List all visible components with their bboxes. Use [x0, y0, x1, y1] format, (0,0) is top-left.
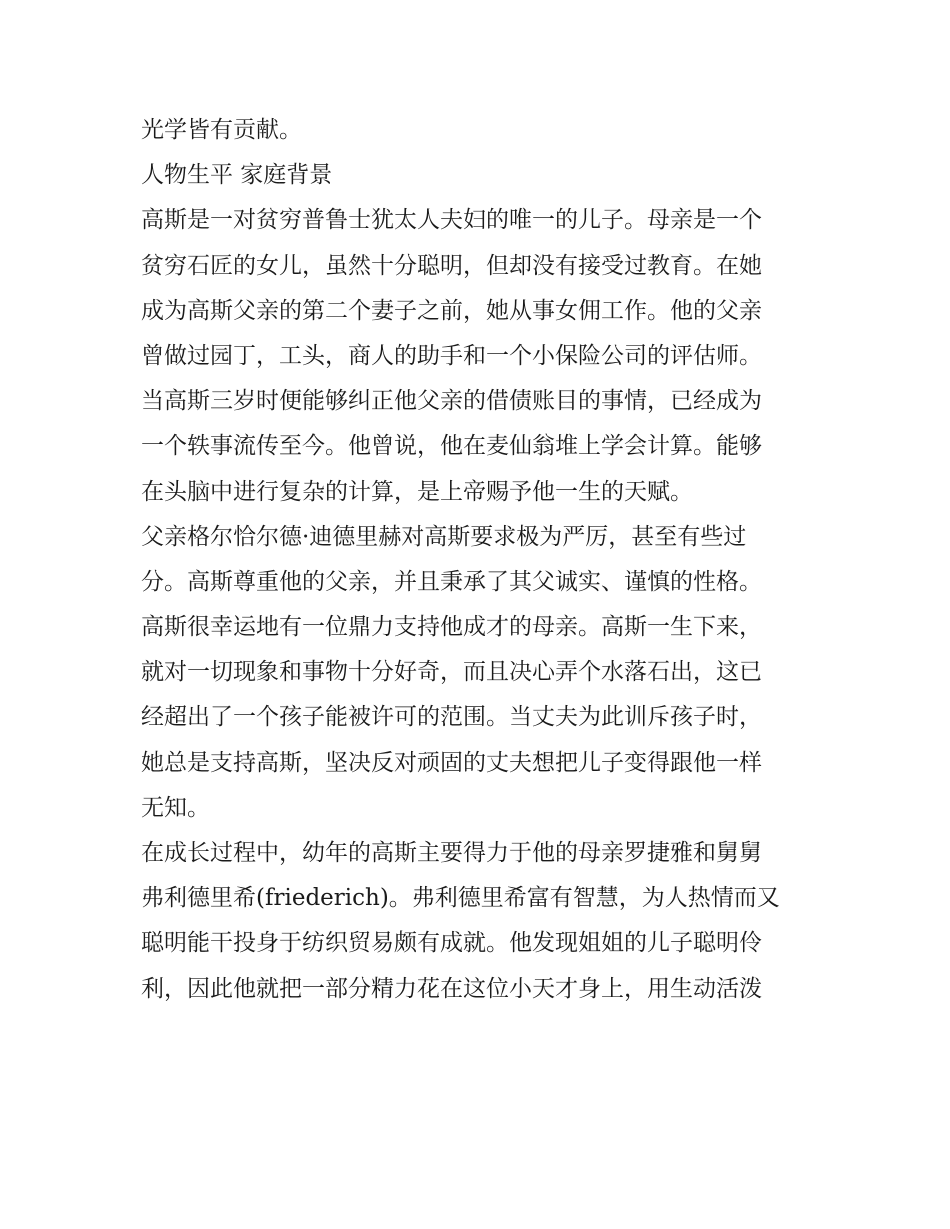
text-line: 弗利德里希(friederich)。弗利德里希富有智慧，为人热情而又 — [141, 885, 780, 912]
text-line: 经超出了一个孩子能被许可的范围。当丈夫为此训斥孩子时， — [141, 704, 762, 731]
text-line: 成为高斯父亲的第二个妻子之前，她从事女佣工作。他的父亲 — [141, 297, 762, 324]
text-line: 一个轶事流传至今。他曾说，他在麦仙翁堆上学会计算。能够 — [141, 433, 762, 460]
body-text — [141, 108, 821, 1012]
text-line: 在头脑中进行复杂的计算，是上帝赐予他一生的天赋。 — [141, 478, 693, 505]
text-line: 高斯是一对贫穷普鲁士犹太人夫妇的唯一的儿子。母亲是一个 — [141, 207, 762, 234]
text-line: 光学皆有贡献。 — [141, 117, 302, 143]
text-line: 分。高斯尊重他的父亲，并且秉承了其父诚实、谨慎的性格。 — [141, 568, 762, 595]
section-heading: 人物生平 家庭背景 — [141, 162, 333, 189]
text-line: 聪明能干投身于纺织贸易颇有成就。他发现姐姐的儿子聪明伶 — [141, 930, 762, 957]
text-line: 无知。 — [141, 794, 210, 821]
text-line: 她总是支持高斯，坚决反对顽固的丈夫想把儿子变得跟他一样 — [141, 749, 762, 776]
text-line: 在成长过程中，幼年的高斯主要得力于他的母亲罗捷雅和舅舅 — [141, 840, 762, 866]
text-line: 利，因此他就把一部分精力花在这位小天才身上，用生动活泼 — [141, 975, 762, 1002]
text-line: 就对一切现象和事物十分好奇，而且决心弄个水落石出，这已 — [141, 659, 762, 686]
text-line: 贫穷石匠的女儿，虽然十分聪明，但却没有接受过教育。在她 — [141, 252, 762, 279]
text-line: 曾做过园丁，工头，商人的助手和一个小保险公司的评估师。 — [141, 342, 762, 369]
text-line: 高斯很幸运地有一位鼎力支持他成才的母亲。高斯一生下来， — [141, 614, 762, 641]
text-line: 当高斯三岁时便能够纠正他父亲的借债账目的事情，已经成为 — [141, 388, 762, 415]
text-line: 父亲格尔恰尔德·迪德里赫对高斯要求极为严厉，甚至有些过 — [141, 523, 747, 550]
